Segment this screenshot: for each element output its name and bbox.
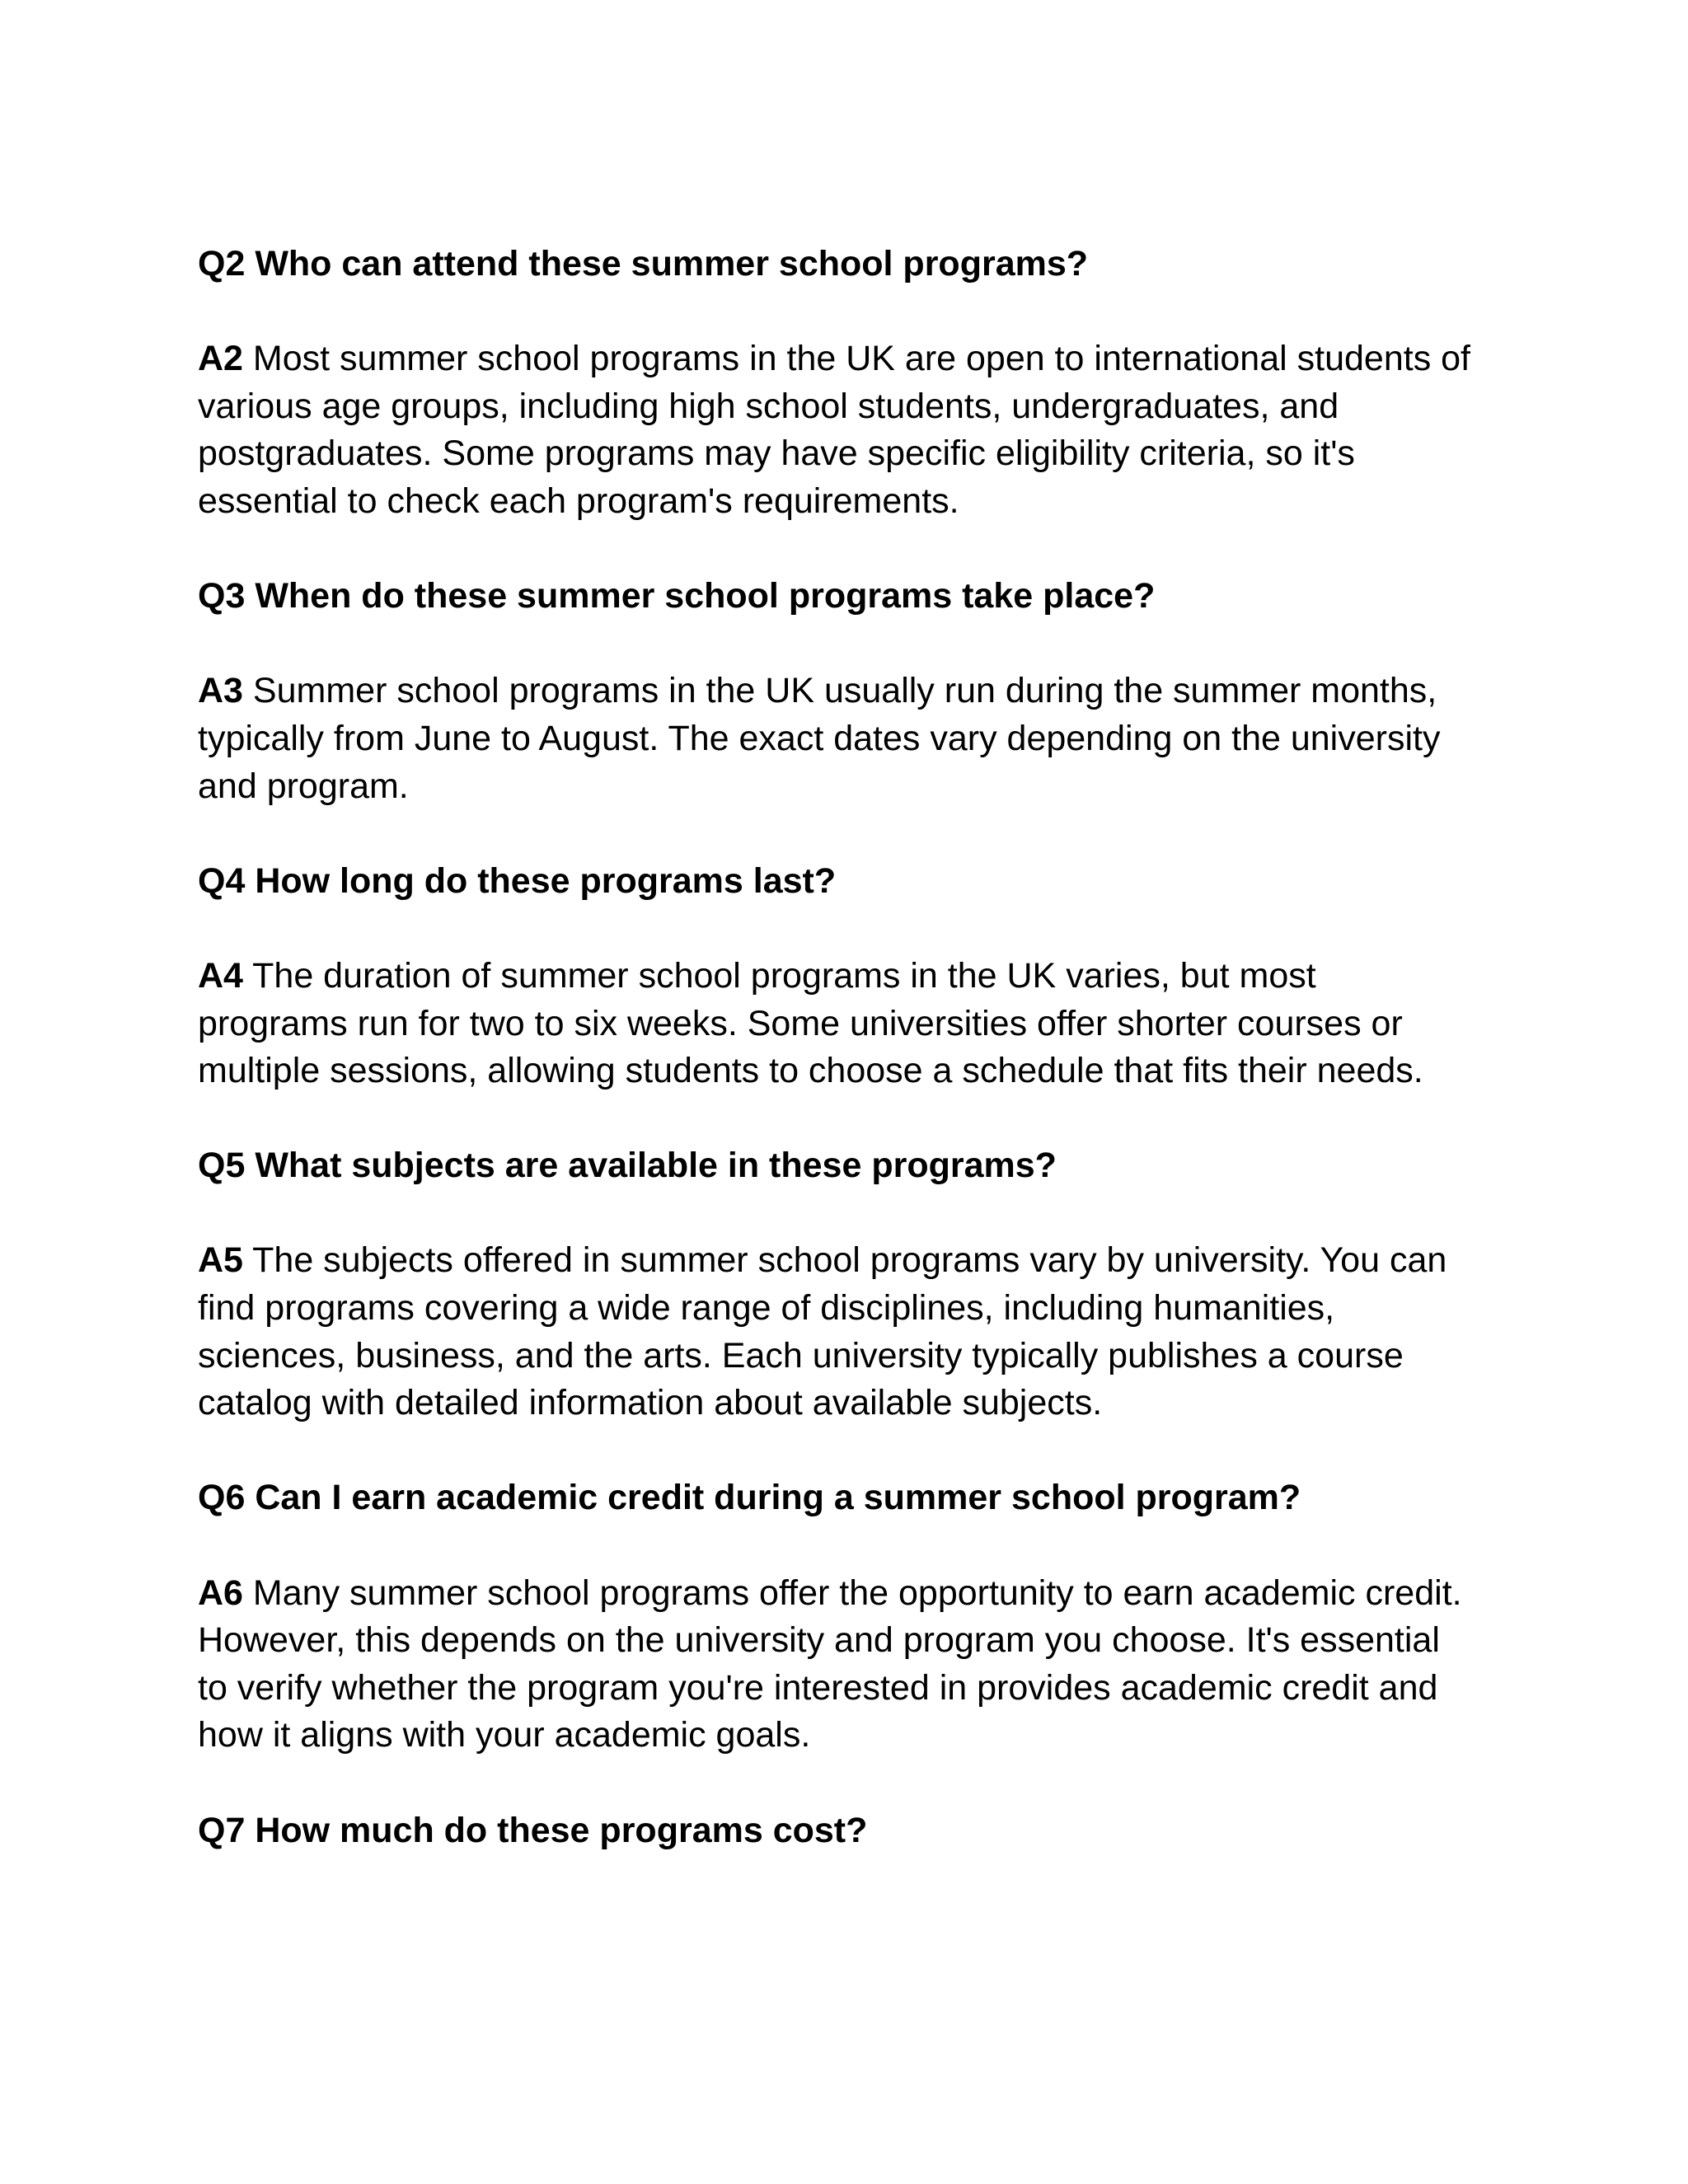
answer-line: Most summer school programs in the UK are open to international students of: [252, 339, 1470, 379]
faq-answer: [198, 1570, 1517, 1760]
answer-number: A5: [198, 1240, 243, 1281]
question-text: When do these summer school programs take place?: [255, 576, 1156, 616]
answer-line: multiple sessions, allowing students to choose a schedule that fits their needs.: [198, 1051, 1423, 1091]
answer-line: essential to check each program's requirements.: [198, 480, 959, 521]
question-number: Q3: [198, 576, 246, 616]
question-text: Who can attend these summer school programs?: [255, 244, 1089, 284]
faq-question: [198, 241, 1517, 288]
answer-line: The subjects offered in summer school programs vary by university. You can: [252, 1240, 1447, 1281]
question-number: Q5: [198, 1146, 246, 1186]
question-text: How long do these programs last?: [255, 860, 837, 901]
answer-line: various age groups, including high school students, undergraduates, and: [198, 386, 1339, 426]
faq-question: [198, 858, 1517, 906]
question-text: How much do these programs cost?: [255, 1810, 868, 1850]
question-number: Q6: [198, 1478, 246, 1518]
answer-line: how it aligns with your academic goals.: [198, 1715, 811, 1755]
answer-line: Many summer school programs offer the opportunity to earn academic credit.: [252, 1572, 1462, 1613]
question-number: Q4: [198, 860, 246, 901]
answer-line: catalog with detailed information about available subjects.: [198, 1383, 1103, 1423]
answer-line: The duration of summer school programs in the UK varies, but most: [252, 955, 1316, 996]
faq-answer: [198, 1237, 1517, 1427]
answer-line: to verify whether the program you're interested in provides academic credit and: [198, 1667, 1438, 1708]
question-text: Can I earn academic credit during a summer school program?: [255, 1478, 1301, 1518]
answer-line: typically from June to August. The exact dates vary depending on the university: [198, 718, 1441, 758]
question-text: What subjects are available in these programs?: [255, 1146, 1057, 1186]
answer-line: Summer school programs in the UK usually run during the summer months,: [252, 671, 1437, 711]
faq-answer: [198, 668, 1517, 810]
question-number: Q2: [198, 244, 246, 284]
faq-question: [198, 573, 1517, 621]
faq-answer: [198, 953, 1517, 1095]
faq-question: [198, 1807, 1517, 1855]
answer-line: postgraduates. Some programs may have specific eligibility criteria, so it's: [198, 434, 1355, 474]
faq-list: [198, 241, 1517, 1854]
answer-number: A2: [198, 339, 243, 379]
answer-line: and program.: [198, 766, 409, 806]
faq-question: [198, 1474, 1517, 1522]
answer-number: A4: [198, 955, 243, 996]
faq-answer: [198, 335, 1517, 525]
answer-number: A3: [198, 671, 243, 711]
answer-line: programs run for two to six weeks. Some universities offer shorter courses or: [198, 1003, 1403, 1043]
answer-line: However, this depends on the university and program you choose. It's essential: [198, 1620, 1440, 1661]
answer-number: A6: [198, 1572, 243, 1613]
answer-line: sciences, business, and the arts. Each university typically publishes a course: [198, 1335, 1404, 1376]
answer-line: find programs covering a wide range of disciplines, including humanities,: [198, 1288, 1335, 1329]
faq-question: [198, 1142, 1517, 1190]
question-number: Q7: [198, 1810, 246, 1850]
